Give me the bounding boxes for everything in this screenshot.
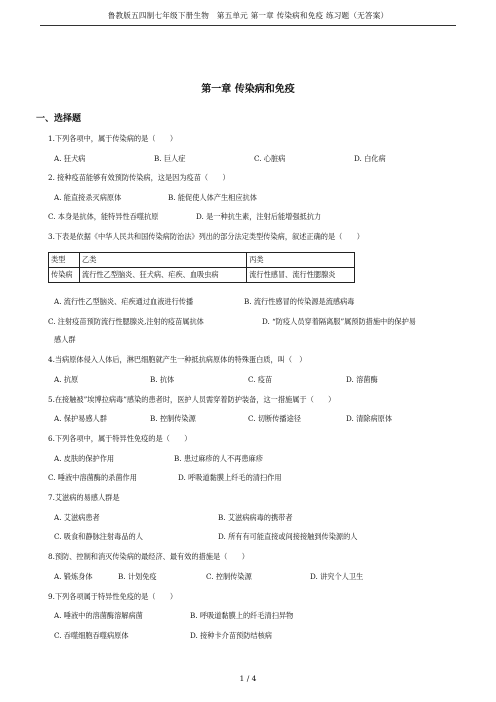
q2-option-c: C. 本身是抗体，能特异性吞噬抗原: [48, 212, 159, 221]
q2-option-d: D. 是一种抗生素，注射后能增强抵抗力: [196, 212, 322, 221]
question-7: 7.艾滋病的易感人群是: [48, 493, 120, 502]
q1-option-c: C. 心脏病: [254, 154, 286, 163]
q5-option-d: D. 清除病原体: [346, 414, 393, 423]
question-8: 8.预防、控制和消灭传染病的最经济、最有效的措施是（ ）: [48, 552, 249, 561]
q6-option-d: D. 呼吸道黏膜上纤毛的清扫作用: [178, 473, 282, 482]
q1-option-d: D. 白化病: [354, 154, 386, 163]
q6-option-b: B. 患过麻疹的人不再患麻疹: [174, 454, 263, 463]
q8-option-d: D. 讲究个人卫生: [310, 572, 364, 581]
q8-option-c: C. 控制传染源: [206, 572, 252, 581]
disease-table: [48, 252, 355, 283]
q2-option-a: A. 能直接杀灭病原体: [54, 193, 122, 202]
question-6: 6.下列各项中，属于特异性免疫的是（ ）: [48, 434, 192, 443]
question-1: 1.下列各项中，属于传染病的是（ ）: [48, 134, 178, 143]
q8-option-b: B. 计划免疫: [118, 572, 157, 581]
table-cell: 流行性乙型脑炎、狂犬病、疟疾、血吸虫病: [80, 268, 247, 283]
q7-option-c: C. 吸食和静脉注射毒品的人: [54, 532, 143, 541]
table-row: [49, 268, 355, 283]
q2-option-b: B. 能促使人体产生相应抗体: [168, 193, 257, 202]
table-cell: 流行性感冒、流行性腮腺炎: [247, 268, 355, 283]
page-number: 1 / 4: [239, 674, 257, 683]
page-header: 鲁教版五四制七年级下册生物 第五单元 第一章 传染病和免疫 练习题（无答案）: [107, 11, 389, 20]
q3-option-b: B. 流行性感冒的传染源是流感病毒: [244, 297, 355, 306]
q4-option-a: A. 抗原: [54, 375, 79, 384]
q4-option-c: C. 疫苗: [248, 375, 273, 384]
q8-option-a: A. 锻炼身体: [54, 572, 93, 581]
q5-option-c: C. 切断传播途径: [248, 414, 301, 423]
q6-option-c: C. 唾液中溶菌酶的杀菌作用: [48, 473, 137, 482]
q5-option-a: A. 保护易感人群: [54, 414, 107, 423]
q3-option-a: A. 流行性乙型脑炎、疟疾通过血液进行传播: [54, 297, 194, 306]
question-9: 9.下列各项属于特异性免疫的是（ ）: [48, 592, 178, 601]
section-heading: 一、选择题: [36, 114, 82, 124]
q3-option-c: C. 注射疫苗预防流行性腮腺炎,注射的疫苗属抗体: [48, 317, 204, 326]
q5-option-b: B. 控制传染源: [150, 414, 196, 423]
q1-option-b: B. 巨人症: [154, 154, 186, 163]
q3-option-d: D. “防疫人员穿着隔离服”属预防措施中的保护易: [262, 317, 416, 326]
q4-option-b: B. 抗体: [150, 375, 175, 384]
question-3: 3.下表是依据《中华人民共和国传染病防治法》列出的部分法定类型传染病，叙述正确的是（ ）: [48, 232, 364, 241]
header-divider: [40, 25, 456, 26]
q3-option-d-continued: 感人群: [54, 335, 76, 344]
table-cell: 丙类: [247, 253, 355, 268]
q7-option-b: B. 艾滋病病毒的携带者: [218, 513, 293, 522]
table-cell: 乙类: [80, 253, 247, 268]
table-row: [49, 253, 355, 268]
chapter-title: 第一章 传染病和免疫: [201, 84, 295, 95]
question-4: 4.当病原体侵入人体后，淋巴细胞就产生一种抵抗病原体的特殊蛋白质，叫（ ）: [48, 355, 307, 364]
q9-option-d: D. 接种卡介苗预防结核病: [190, 631, 272, 640]
table-cell: 传染病: [49, 268, 80, 283]
q1-option-a: A. 狂犬病: [54, 154, 86, 163]
table-cell: 类型: [49, 253, 80, 268]
question-2: 2. 接种疫苗能够有效预防传染病，这是因为疫苗（ ）: [48, 173, 230, 182]
q6-option-a: A. 皮肤的保护作用: [54, 454, 115, 463]
q9-option-b: B. 呼吸道黏膜上的纤毛清扫异物: [190, 611, 294, 620]
q4-option-d: D. 溶菌酶: [346, 375, 378, 384]
q7-option-a: A. 艾滋病患者: [54, 513, 100, 522]
q9-option-a: A. 唾液中的溶菌酶溶解病菌: [54, 611, 143, 620]
q7-option-d: D. 所有有可能直接或间接接触到传染源的人: [218, 532, 358, 541]
question-5: 5.在接触被”埃博拉病毒”感染的患者时，医护人员需穿着防护装备，这一措施属于（ ）: [48, 395, 336, 404]
q9-option-c: C. 吞噬细胞吞噬病原体: [54, 631, 129, 640]
